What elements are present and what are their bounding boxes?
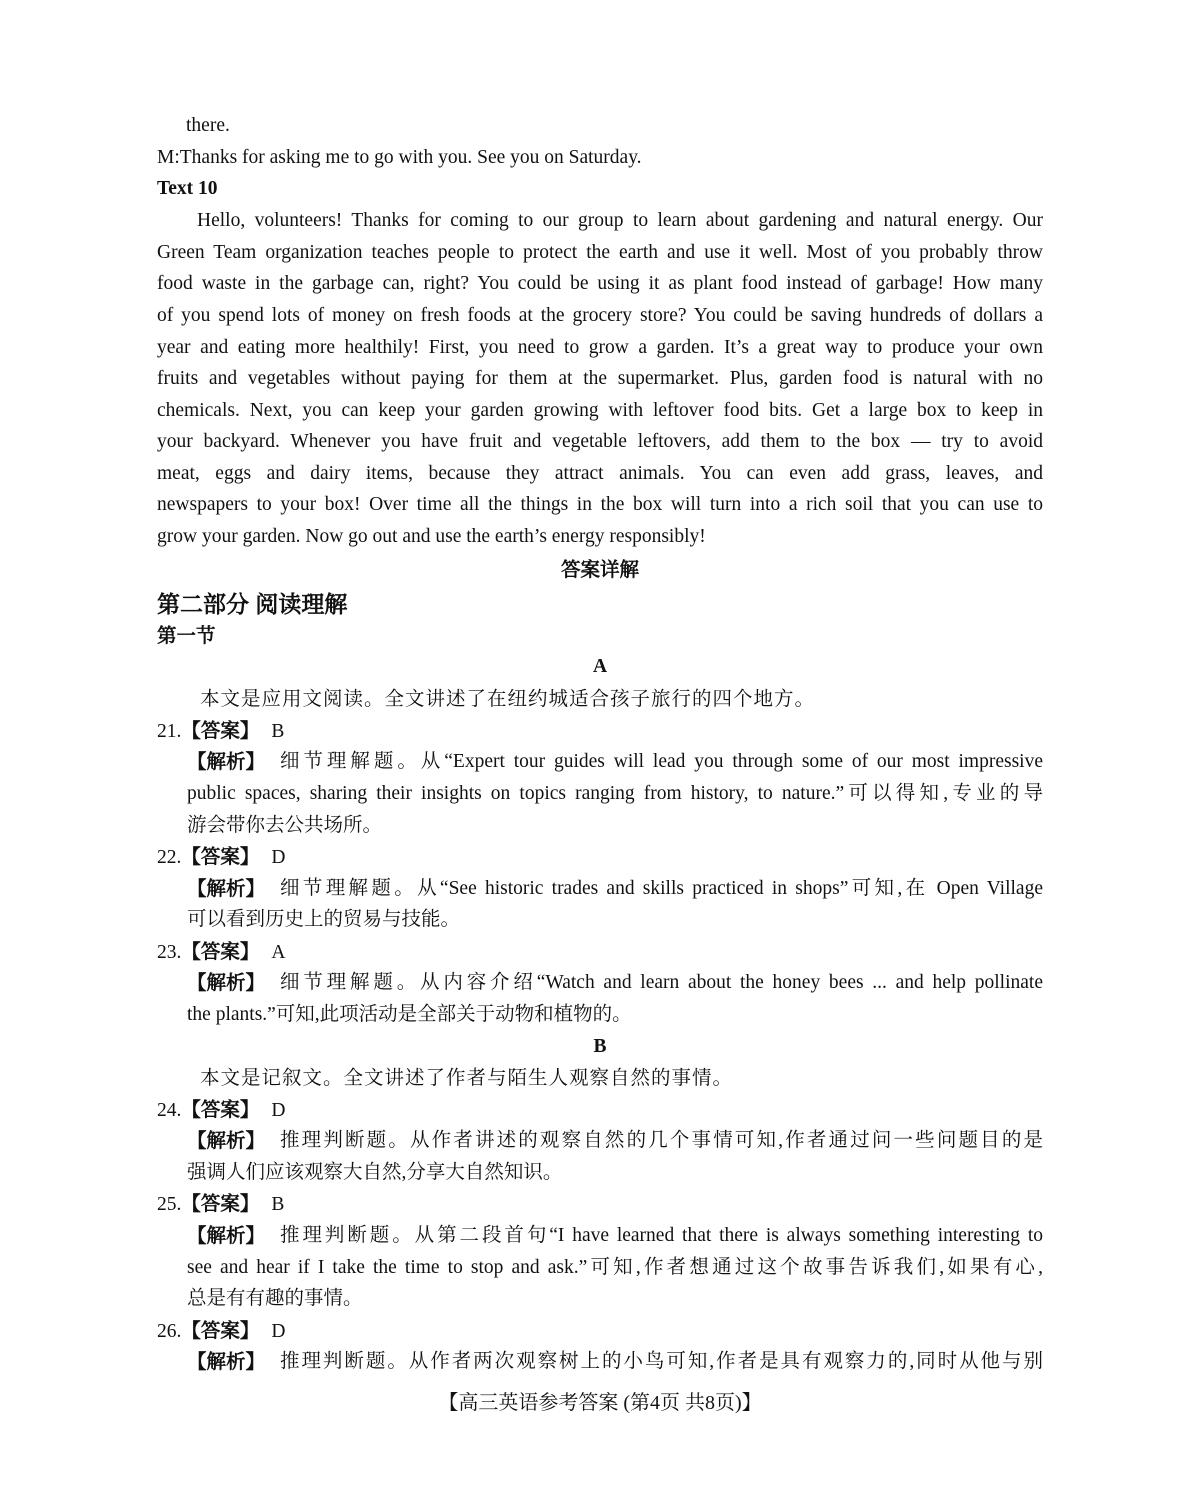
- answer-label: 【答案】: [181, 1193, 260, 1215]
- q24-analysis-line: 推理判断题。从作者讲述的观察自然的几个事情可知,作者通过问一些问题目的是: [280, 1130, 1043, 1151]
- q25-answer: B: [271, 1194, 285, 1215]
- analysis-label: 【解析】: [187, 1351, 266, 1373]
- text10-line: chemicals. Next, you can keep your garden growing with leftover food bits. Get a large box to keep in: [157, 400, 1043, 421]
- text10-line: newspapers to your box! Over time all the things in the box will turn into a rich soil that you can use to: [157, 494, 1043, 515]
- passage-a-summary: 本文是应用文阅读。全文讲述了在纽约城适合孩子旅行的四个地方。: [200, 687, 816, 710]
- answer-label: 【答案】: [181, 846, 260, 868]
- dialogue-m-line: M:Thanks for asking me to go with you. See you on Saturday.: [157, 147, 642, 168]
- q24-number: 24.: [157, 1100, 182, 1121]
- q22-answer-row: [157, 843, 285, 872]
- analysis-label: 【解析】: [187, 1225, 266, 1247]
- q22-analysis-line: 细节理解题。从“See historic trades and skills practiced in shops”可知,在 Open Village: [280, 878, 1043, 899]
- part-title: 第二部分 阅读理解: [157, 591, 348, 617]
- passage-a-letter: A: [592, 656, 608, 677]
- q21-answer-row: [157, 717, 284, 746]
- q21-analysis-last: 游会带你去公共场所。: [187, 815, 383, 836]
- analysis-label: 【解析】: [187, 878, 266, 900]
- q24-analysis-last: 强调人们应该观察大自然,分享大自然知识。: [187, 1162, 563, 1183]
- q21-number: 21.: [157, 721, 182, 742]
- passage-b-letter: B: [593, 1036, 607, 1057]
- text10-line: meat, eggs and dairy items, because they attract animals. You can even add grass, leaves, and: [157, 463, 1043, 484]
- q25-analysis-last: 总是有有趣的事情。: [187, 1288, 363, 1309]
- q25-analysis-line: 推理判断题。从第二段首句“I have learned that there is always something interesting to: [280, 1225, 1043, 1246]
- answer-label: 【答案】: [181, 941, 260, 963]
- q26-analysis-line: 推理判断题。从作者两次观察树上的小鸟可知,作者是具有观察力的,同时从他与别: [280, 1351, 1043, 1372]
- q21-analysis-line: public spaces, sharing their insights on topics ranging from history, to nature.”可以得知,专业的导: [187, 783, 1043, 804]
- answer-label: 【答案】: [181, 720, 260, 742]
- text10-line: food waste in the garbage can, right? You could be using it as plant food instead of garbage! How many: [157, 273, 1043, 294]
- analysis-label: 【解析】: [187, 751, 266, 773]
- analysis-label: 【解析】: [187, 1130, 266, 1152]
- q21-analysis-line: 细节理解题。从“Expert tour guides will lead you through some of our most impressive: [280, 751, 1043, 772]
- q23-analysis-last: the plants.”可知,此项活动是全部关于动物和植物的。: [187, 1004, 632, 1025]
- q21-answer: B: [271, 721, 285, 742]
- text10-line: your backyard. Whenever you have fruit and vegetable leftovers, add them to the box — try to avoid: [157, 431, 1043, 452]
- text10-line: year and eating more healthily! First, you need to grow a garden. It’s a great way to produce your own: [157, 337, 1043, 358]
- dialogue-continuation: there.: [186, 115, 230, 136]
- text10-line: Green Team organization teaches people to protect the earth and use it well. Most of you probably throw: [157, 242, 1043, 263]
- section-title: 第一节: [157, 625, 216, 647]
- q26-answer-row: [157, 1317, 285, 1346]
- q22-analysis-last: 可以看到历史上的贸易与技能。: [187, 909, 461, 930]
- text10-last-line: grow your garden. Now go out and use the earth’s energy responsibly!: [157, 526, 706, 547]
- q24-answer: D: [271, 1100, 286, 1121]
- q23-answer: A: [271, 942, 286, 963]
- q25-number: 25.: [157, 1194, 182, 1215]
- q22-answer: D: [271, 847, 286, 868]
- text10-line: Hello, volunteers! Thanks for coming to our group to learn about gardening and natural energy. Our: [197, 210, 1043, 231]
- text10-line: of you spend lots of money on fresh foods at the grocery store? You could be saving hundreds of dollars a: [157, 305, 1043, 326]
- answer-label: 【答案】: [181, 1099, 260, 1121]
- answers-title: 答案详解: [560, 559, 639, 581]
- text10-heading: Text 10: [157, 178, 218, 199]
- q23-answer-row: [157, 938, 285, 967]
- q24-answer-row: [157, 1096, 285, 1125]
- q23-number: 23.: [157, 942, 182, 963]
- page-footer: 【高三英语参考答案 (第4页 共8页)】: [438, 1392, 762, 1414]
- answer-label: 【答案】: [181, 1320, 260, 1342]
- q22-number: 22.: [157, 847, 182, 868]
- passage-b-summary: 本文是记叙文。全文讲述了作者与陌生人观察自然的事情。: [200, 1066, 734, 1089]
- q23-analysis-line: 细节理解题。从内容介绍“Watch and learn about the honey bees ... and help pollinate: [280, 972, 1043, 993]
- q26-number: 26.: [157, 1321, 182, 1342]
- q25-analysis-line: see and hear if I take the time to stop and ask.”可知,作者想通过这个故事告诉我们,如果有心,: [187, 1257, 1043, 1278]
- analysis-label: 【解析】: [187, 972, 266, 994]
- text10-line: fruits and vegetables without paying for them at the supermarket. Plus, garden food is natural with no: [157, 368, 1043, 389]
- q26-answer: D: [271, 1321, 286, 1342]
- q25-answer-row: [157, 1190, 284, 1219]
